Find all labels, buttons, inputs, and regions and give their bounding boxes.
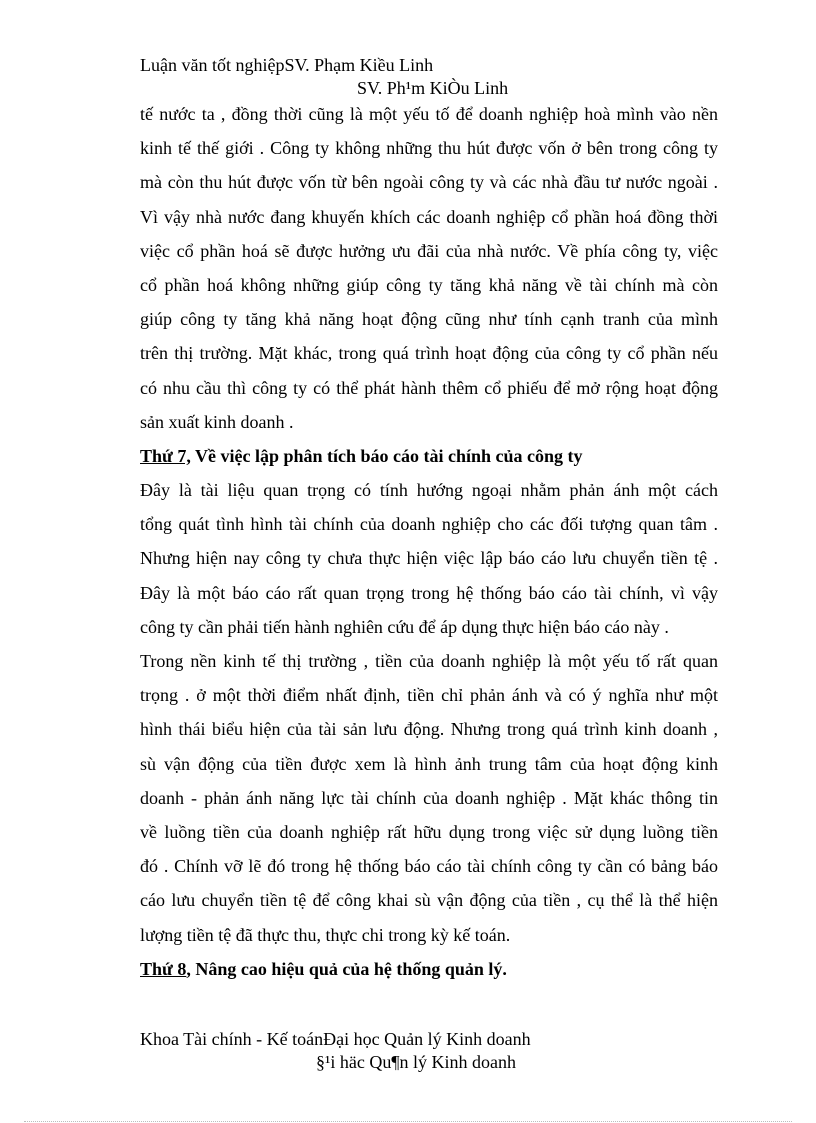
paragraph-line: sù vận động của tiền được xem là hình ảnh trung tâm của hoạt động kinh [140,753,718,774]
page-footer-legacy: §¹i häc Qu¶n lý Kinh doanh [316,1052,517,1072]
paragraph-line: sản xuất kinh doanh . [140,411,294,432]
paragraph-line: có nhu cầu thì công ty có thể phát hành thêm cổ phiếu để mở rộng hoạt động [140,377,718,398]
paragraph-line: Trong nền kinh tế thị trường , tiền của doanh nghiệp là một yếu tố rất quan [140,651,718,671]
paragraph-line: Vì vậy nhà nước đang khuyến khích các doanh nghiệp cổ phần hoá đồng thời [140,206,718,227]
section-heading-7 [140,439,718,473]
paragraph-line: Đây là tài liệu quan trọng có tính hướng ngoại nhằm phản ánh một cách [140,480,718,501]
paragraph-line: lượng tiền tệ đã thực thu, thực chi trong kỳ kế toán. [140,924,511,945]
page-footer: Khoa Tài chính - Kế toánĐại học Quản lý Kinh doanh [140,1029,531,1049]
paragraph-line: Nhưng hiện nay công ty chưa thực hiện việc lập báo cáo lưu chuyển tiền tệ . [140,548,718,569]
paragraph-line: cáo lưu chuyển tiền tệ để công khai sù vận động của tiền , cụ thể là thể hiện [140,890,718,911]
section-heading-text: Về việc lập phân tích báo cáo tài chính của công ty [190,445,583,466]
body-text [140,97,718,986]
paragraph-line: trên thị trường. Mặt khác, trong quá trình hoạt động của công ty cổ phần nếu [140,343,718,364]
paragraph-line: mà còn thu hút được vốn từ bên ngoài công ty và các nhà đầu tư nước ngoài . [140,172,718,193]
paragraph-line: tế nước ta , đồng thời cũng là một yếu tố để doanh nghiệp hoà mình vào nền [140,104,718,124]
page-header: Luận văn tốt nghiệpSV. Phạm Kiều Linh [140,55,434,75]
page-bottom-divider [24,1121,792,1122]
section-heading-label: Thứ 8 [140,958,187,979]
paragraph-line: Đây là một báo cáo rất quan trọng trong hệ thống báo cáo tài chính, vì vậy [140,582,718,603]
paragraph-line: đó . Chính vỡ lẽ đó trong hệ thống báo cáo tài chính công ty cần có bảng báo [140,856,718,877]
paragraph-line: giúp công ty tăng khả năng hoạt động cũng như tính cạnh tranh của mình [140,309,718,330]
paragraph-line: về luồng tiền của doanh nghiệp rất hữu dụng trong việc sử dụng luồng tiền [140,821,718,842]
paragraph-line: việc cổ phần hoá sẽ được hưởng ưu đãi của nhà nước. Về phía công ty, việc [140,240,718,261]
page-header-legacy: SV. Ph¹m KiÒu Linh [357,78,509,98]
paragraph-line: cổ phần hoá không những giúp công ty tăng khả năng về tài chính mà còn [140,274,718,295]
paragraph-line: doanh - phản ánh năng lực tài chính của doanh nghiệp . Mặt khác thông tin [140,787,718,808]
paragraph-line: công ty cần phải tiến hành nghiên cứu để áp dụng thực hiện báo cáo này . [140,616,669,637]
section-heading-label: Thứ 7, [140,445,191,466]
section-heading-8 [140,952,718,986]
paragraph-line: trọng . ở một thời điểm nhất định, tiền chỉ phản ánh và có ý nghĩa như một [140,685,718,706]
paragraph-line: tổng quát tình hình tài chính của doanh nghiệp cho các đối tượng quan tâm . [140,514,718,535]
section-heading-text: , Nâng cao hiệu quả của hệ thống quản lý. [186,958,507,979]
paragraph-line: hình thái biểu hiện của tài sản lưu động. Nhưng trong quá trình kinh doanh , [140,719,718,740]
paragraph-line: kinh tế thế giới . Công ty không những thu hút được vốn ở bên trong công ty [140,138,718,159]
